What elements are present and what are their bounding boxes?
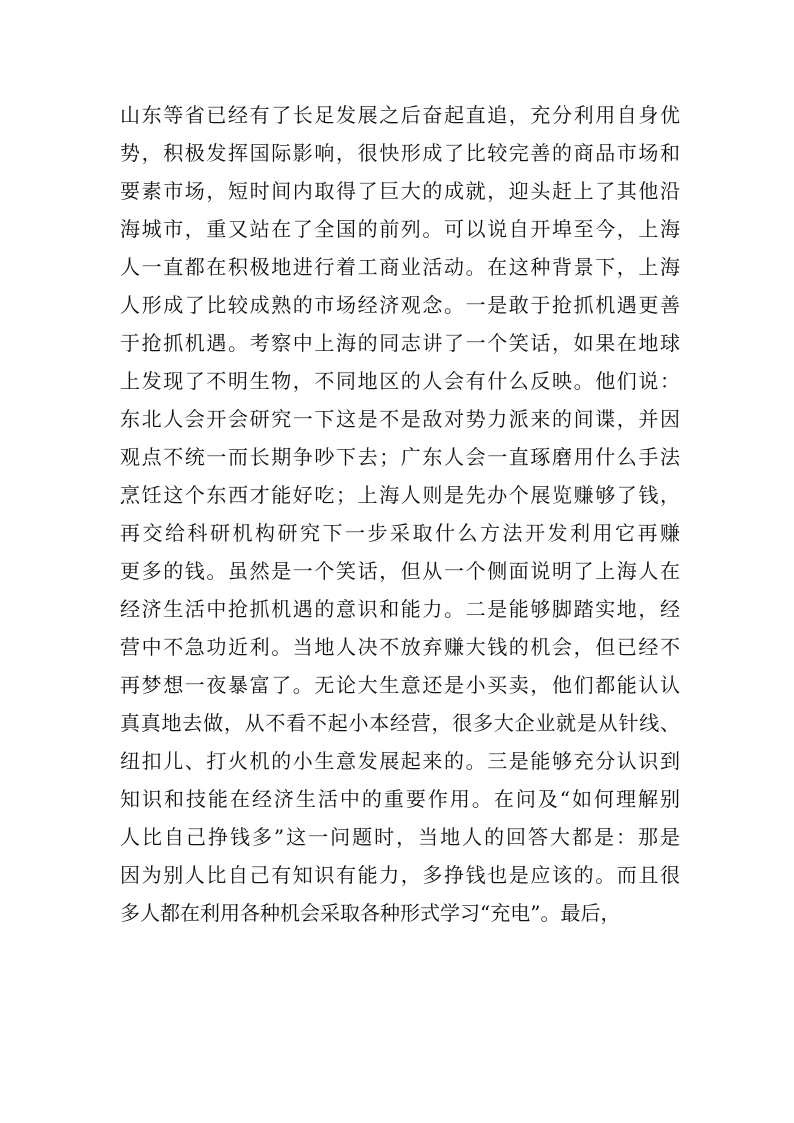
text-line: 人比自己挣钱多”这一问题时，当地人的回答大都是：那是 [120,825,680,849]
text-line: 更多的钱。虽然是一个笑话，但从一个侧面说明了上海人在 [120,559,680,583]
text-line: 真真地去做，从不看不起小本经营，很多大企业就是从针线、 [120,711,680,735]
text-line: 于抢抓机遇。考察中上海的同志讲了一个笑话，如果在地球 [120,331,680,355]
text-line: 东北人会开会研究一下这是不是敌对势力派来的间谍，并因 [120,407,680,431]
text-line: 再梦想一夜暴富了。无论大生意还是小买卖，他们都能认认 [120,673,680,697]
text-line: 观点不统一而长期争吵下去；广东人会一直琢磨用什么手法 [120,445,680,469]
text-line: 海城市，重又站在了全国的前列。可以说自开埠至今，上海 [120,217,680,241]
text-line: 人一直都在积极地进行着工商业活动。在这种背景下，上海 [120,255,680,279]
text-line: 多人都在利用各种机会采取各种形式学习“充电”。最后， [120,901,621,925]
text-line: 经济生活中抢抓机遇的意识和能力。二是能够脚踏实地，经 [120,597,680,621]
text-line: 山东等省已经有了长足发展之后奋起直追，充分利用自身优 [120,103,680,127]
text-line: 人形成了比较成熟的市场经济观念。一是敢于抢抓机遇更善 [120,293,680,317]
text-line: 知识和技能在经济生活中的重要作用。在问及“如何理解别 [120,787,680,811]
body-paragraph [120,96,680,932]
text-line: 烹饪这个东西才能好吃；上海人则是先办个展览赚够了钱， [120,483,680,507]
text-line: 营中不急功近利。当地人决不放弃赚大钱的机会，但已经不 [120,635,680,659]
text-line: 纽扣儿、打火机的小生意发展起来的。三是能够充分认识到 [120,749,680,773]
text-line: 上发现了不明生物，不同地区的人会有什么反映。他们说： [120,369,680,393]
text-line: 势，积极发挥国际影响，很快形成了比较完善的商品市场和 [120,141,680,165]
text-line: 要素市场，短时间内取得了巨大的成就，迎头赶上了其他沿 [120,179,680,203]
text-line: 再交给科研机构研究下一步采取什么方法开发利用它再赚 [120,521,680,545]
text-line: 因为别人比自己有知识有能力，多挣钱也是应该的。而且很 [120,863,680,887]
